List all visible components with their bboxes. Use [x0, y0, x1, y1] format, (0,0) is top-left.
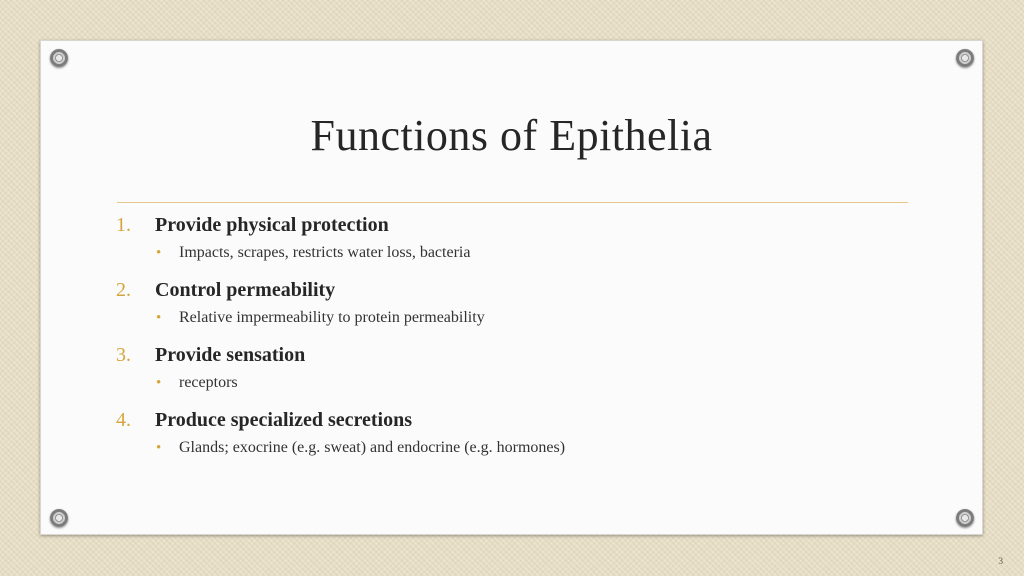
- page-number: 3: [998, 556, 1003, 566]
- sub-item-label: receptors: [179, 374, 238, 391]
- item-number: 2.: [116, 279, 131, 301]
- sub-item: [116, 374, 565, 409]
- sub-item: [116, 244, 565, 279]
- sub-item: [116, 439, 565, 474]
- item-row: [116, 279, 565, 309]
- item-label: Control permeability: [155, 279, 336, 301]
- bullet-icon: •: [156, 245, 162, 261]
- bullet-icon: •: [156, 310, 162, 326]
- list-item: [116, 409, 565, 474]
- item-label: Provide sensation: [155, 344, 306, 366]
- item-label: Provide physical protection: [155, 214, 389, 236]
- item-row: [116, 214, 565, 244]
- item-label: Produce specialized secretions: [155, 409, 412, 431]
- sub-item-label: Impacts, scrapes, restricts water loss, bacteria: [179, 244, 471, 261]
- title-divider: [117, 202, 908, 203]
- pin-bottom-right-icon: [956, 509, 974, 527]
- item-number: 3.: [116, 344, 131, 366]
- bullet-icon: •: [156, 440, 162, 456]
- item-number: 4.: [116, 409, 131, 431]
- bullet-icon: •: [156, 375, 162, 391]
- list-item: [116, 279, 565, 344]
- pin-bottom-left-icon: [50, 509, 68, 527]
- sub-item: [116, 309, 565, 344]
- item-number: 1.: [116, 214, 131, 236]
- list-item: [116, 344, 565, 409]
- sub-item-label: Relative impermeability to protein permeability: [179, 309, 485, 326]
- functions-list: [116, 214, 565, 474]
- item-row: [116, 344, 565, 374]
- slide-title: Functions of Epithelia: [310, 111, 713, 160]
- pin-top-left-icon: [50, 49, 68, 67]
- item-row: [116, 409, 565, 439]
- sub-item-label: Glands; exocrine (e.g. sweat) and endocrine (e.g. hormones): [179, 439, 566, 456]
- pin-top-right-icon: [956, 49, 974, 67]
- list-item: [116, 214, 565, 279]
